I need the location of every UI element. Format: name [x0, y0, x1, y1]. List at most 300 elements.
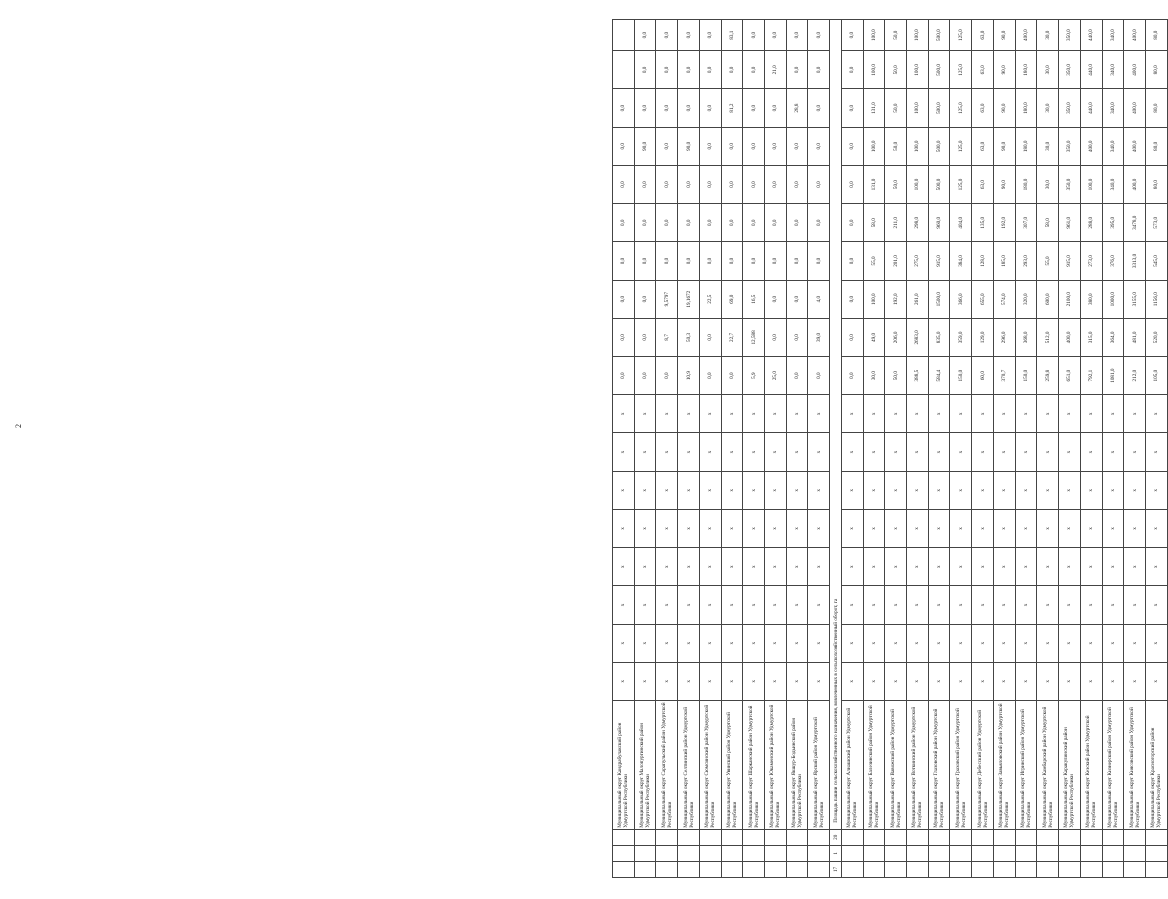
value-cell: 129,0	[972, 318, 994, 356]
value-cell: 350,0	[1059, 127, 1081, 165]
value-cell: 28,8	[786, 89, 808, 127]
not-applicable-cell: x	[1102, 433, 1124, 471]
not-applicable-cell: x	[993, 471, 1015, 509]
municipality-name-cell: Муниципальный округ Кандрабулакский район Удмуртской Республики	[613, 700, 635, 829]
municipality-name-cell: Муниципальный округ Увинский район Удмуртской Республики	[721, 700, 743, 829]
value-cell: 0,0	[841, 165, 863, 203]
not-applicable-cell: x	[765, 586, 787, 624]
value-cell: 69,0	[721, 280, 743, 318]
municipality-name-cell: Муниципальный округ Воткинский район Удмуртской Республики	[907, 700, 929, 829]
value-cell: 481,0	[1124, 318, 1146, 356]
value-cell: 400,0	[1124, 165, 1146, 203]
not-applicable-cell: x	[1145, 548, 1167, 586]
value-cell: 0,0	[634, 318, 656, 356]
not-applicable-cell: x	[993, 662, 1015, 700]
value-cell: 180,0	[1015, 51, 1037, 89]
row-number-cell	[1102, 861, 1124, 877]
value-cell	[613, 51, 635, 89]
not-applicable-cell: x	[1015, 624, 1037, 662]
not-applicable-cell: x	[786, 548, 808, 586]
value-cell: 25,0	[765, 357, 787, 395]
row-code-cell	[885, 845, 907, 861]
value-cell: 63,0	[972, 51, 994, 89]
value-cell: 0,0	[634, 357, 656, 395]
not-applicable-cell: x	[1145, 395, 1167, 433]
value-cell: 296,0	[993, 318, 1015, 356]
not-applicable-cell: x	[950, 624, 972, 662]
not-applicable-cell: x	[634, 509, 656, 547]
value-cell: 50,0	[885, 89, 907, 127]
not-applicable-cell: x	[950, 662, 972, 700]
not-applicable-cell: x	[1059, 471, 1081, 509]
value-cell: 350,0	[1059, 165, 1081, 203]
not-applicable-cell: x	[928, 471, 950, 509]
value-cell: 0,0	[765, 280, 787, 318]
not-applicable-cell: x	[841, 395, 863, 433]
not-applicable-cell: x	[656, 624, 678, 662]
not-applicable-cell: x	[699, 471, 721, 509]
row-code2-cell	[950, 829, 972, 845]
value-cell: 298,0	[907, 204, 929, 242]
not-applicable-cell: x	[678, 509, 700, 547]
value-cell: 180,0	[1015, 127, 1037, 165]
value-cell: 350,0	[1059, 51, 1081, 89]
not-applicable-cell: x	[1102, 586, 1124, 624]
value-cell: 10,9	[678, 357, 700, 395]
not-applicable-cell: x	[928, 433, 950, 471]
not-applicable-cell: x	[1145, 433, 1167, 471]
municipality-name-cell: Муниципальный округ Граховский район Удмуртской Республики	[950, 700, 972, 829]
table-row	[928, 20, 950, 878]
not-applicable-cell: x	[885, 662, 907, 700]
table-row	[765, 20, 787, 878]
value-cell: 100,0	[907, 127, 929, 165]
row-code-cell	[634, 845, 656, 861]
not-applicable-cell: x	[699, 433, 721, 471]
value-cell: 80,0	[1145, 127, 1167, 165]
value-cell: 0,0	[786, 20, 808, 51]
not-applicable-cell: x	[786, 509, 808, 547]
not-applicable-cell: x	[1059, 433, 1081, 471]
value-cell: 30,0	[1037, 127, 1059, 165]
row-number-cell	[721, 861, 743, 877]
value-cell: 3155,0	[1124, 280, 1146, 318]
not-applicable-cell: x	[1059, 624, 1081, 662]
section-title: Площадь пашни сельскохозяйственного назначения, вовлеченных в сельскохозяйственный оборот, га	[830, 20, 842, 830]
not-applicable-cell: x	[907, 586, 929, 624]
value-cell: 81,2	[721, 89, 743, 127]
value-cell: 125,0	[950, 20, 972, 51]
not-applicable-cell: x	[1124, 433, 1146, 471]
row-number-cell	[634, 861, 656, 877]
not-applicable-cell: x	[950, 471, 972, 509]
not-applicable-cell: x	[765, 471, 787, 509]
municipality-name-cell: Муниципальный округ Вавожский район Удмуртской Республики	[885, 700, 907, 829]
not-applicable-cell: x	[907, 395, 929, 433]
row-code2-cell	[907, 829, 929, 845]
municipality-name-cell: Муниципальный округ Кизнерский район Удмуртской Республики	[1102, 700, 1124, 829]
row-code2-cell	[1124, 829, 1146, 845]
value-cell: 90,0	[634, 127, 656, 165]
value-cell: 100,0	[863, 127, 885, 165]
row-code2-cell	[1080, 829, 1102, 845]
row-code-cell	[1037, 845, 1059, 861]
value-cell: 366,0	[950, 280, 972, 318]
value-cell: 30,0	[1037, 51, 1059, 89]
row-number-cell	[656, 861, 678, 877]
row-number-cell	[972, 861, 994, 877]
value-cell: 370,7	[993, 357, 1015, 395]
value-cell: 500,0	[928, 20, 950, 51]
not-applicable-cell: x	[613, 509, 635, 547]
value-cell: 192,0	[993, 204, 1015, 242]
not-applicable-cell: x	[786, 433, 808, 471]
value-cell: 0,0	[743, 242, 765, 280]
value-cell: 340,0	[1102, 165, 1124, 203]
value-cell: 915,0	[928, 242, 950, 280]
value-cell: 400,0	[1124, 20, 1146, 51]
value-cell: 50,0	[885, 165, 907, 203]
value-cell: 100,0	[907, 51, 929, 89]
value-cell: 206,0	[885, 318, 907, 356]
not-applicable-cell: x	[613, 433, 635, 471]
value-cell: 22,7	[721, 318, 743, 356]
not-applicable-cell: x	[1145, 662, 1167, 700]
municipality-name-cell: Муниципальный округ Игринский район Удмуртской Республики	[1015, 700, 1037, 829]
value-cell: 0,0	[656, 357, 678, 395]
row-number-cell	[1059, 861, 1081, 877]
value-cell: 340,0	[1102, 89, 1124, 127]
not-applicable-cell: x	[928, 586, 950, 624]
not-applicable-cell: x	[634, 624, 656, 662]
row-code2-cell	[1059, 829, 1081, 845]
not-applicable-cell: x	[841, 509, 863, 547]
municipality-name-cell: Муниципальный округ Селтинский район Удмуртской Республики	[678, 700, 700, 829]
value-cell: 0,0	[786, 242, 808, 280]
value-cell: 0,0	[656, 51, 678, 89]
not-applicable-cell: x	[699, 662, 721, 700]
not-applicable-cell: x	[808, 662, 830, 700]
value-cell: 212,0	[1124, 357, 1146, 395]
row-code2-cell	[993, 829, 1015, 845]
value-cell: 600,0	[1037, 280, 1059, 318]
not-applicable-cell: x	[972, 395, 994, 433]
value-cell: 0,0	[765, 318, 787, 356]
not-applicable-cell: x	[1059, 395, 1081, 433]
value-cell: 90,0	[993, 127, 1015, 165]
value-cell: 340,0	[1102, 51, 1124, 89]
municipality-name-cell: Муниципальный округ Малопургинский район Удмуртской Республики	[634, 700, 656, 829]
not-applicable-cell: x	[678, 433, 700, 471]
table-row	[885, 20, 907, 878]
not-applicable-cell: x	[743, 624, 765, 662]
value-cell: 320,0	[1015, 280, 1037, 318]
row-code-cell	[743, 845, 765, 861]
value-cell: 0,0	[634, 165, 656, 203]
not-applicable-cell: x	[907, 509, 929, 547]
row-code-cell	[678, 845, 700, 861]
row-code2-cell	[928, 829, 950, 845]
value-cell: 275,0	[907, 242, 929, 280]
value-cell: 0,0	[678, 242, 700, 280]
value-cell: 63,0	[972, 20, 994, 51]
not-applicable-cell: x	[1145, 509, 1167, 547]
value-cell: 0,0	[613, 165, 635, 203]
row-code2-cell	[699, 829, 721, 845]
not-applicable-cell: x	[972, 471, 994, 509]
value-cell: 0,0	[841, 318, 863, 356]
value-cell: 100,0	[863, 51, 885, 89]
not-applicable-cell: x	[678, 586, 700, 624]
not-applicable-cell: x	[907, 548, 929, 586]
table-row	[613, 20, 635, 878]
row-number-cell	[613, 861, 635, 877]
not-applicable-cell: x	[972, 548, 994, 586]
value-cell: 0,0	[808, 51, 830, 89]
value-cell: 105,0	[1145, 357, 1167, 395]
value-cell: 125,0	[950, 127, 972, 165]
table-row	[743, 20, 765, 878]
value-cell: 180,0	[1015, 165, 1037, 203]
table-row	[1059, 20, 1081, 878]
value-cell: 150,0	[1015, 357, 1037, 395]
row-code2-cell	[808, 829, 830, 845]
value-cell: 30,0	[1037, 89, 1059, 127]
value-cell: 0,0	[634, 280, 656, 318]
not-applicable-cell: x	[656, 433, 678, 471]
value-cell: 58,0	[1037, 204, 1059, 242]
value-cell: 0,0	[786, 204, 808, 242]
row-number-cell	[765, 861, 787, 877]
value-cell: 307,0	[1015, 204, 1037, 242]
not-applicable-cell: x	[1015, 586, 1037, 624]
table-row	[634, 20, 656, 878]
not-applicable-cell: x	[885, 471, 907, 509]
value-cell: 19,1672	[678, 280, 700, 318]
row-code-cell	[808, 845, 830, 861]
not-applicable-cell: x	[808, 624, 830, 662]
not-applicable-cell: x	[1037, 395, 1059, 433]
value-cell: 0,0	[841, 127, 863, 165]
section-code2-cell: 20	[830, 829, 842, 845]
municipality-name-cell: Муниципальный округ Каракулинский район Удмуртской Республики	[1059, 700, 1081, 829]
value-cell: 0,0	[656, 127, 678, 165]
value-cell: 80,0	[1145, 51, 1167, 89]
not-applicable-cell: x	[972, 586, 994, 624]
value-cell: 50,0	[885, 127, 907, 165]
not-applicable-cell: x	[678, 471, 700, 509]
value-cell: 395,0	[1102, 204, 1124, 242]
row-number-cell	[1037, 861, 1059, 877]
row-code-cell	[993, 845, 1015, 861]
value-cell: 0,0	[613, 318, 635, 356]
value-cell: 0,0	[786, 127, 808, 165]
value-cell: 0,0	[613, 204, 635, 242]
not-applicable-cell: x	[907, 662, 929, 700]
value-cell: 0,0	[841, 204, 863, 242]
row-code-cell	[699, 845, 721, 861]
value-cell: 376,0	[1102, 242, 1124, 280]
value-cell: 0,0	[765, 165, 787, 203]
value-cell: 0,0	[841, 89, 863, 127]
value-cell: 0,0	[765, 242, 787, 280]
row-code2-cell	[678, 829, 700, 845]
value-cell: 315,0	[1080, 318, 1102, 356]
table-row	[1124, 20, 1146, 878]
value-cell: 960,0	[928, 204, 950, 242]
not-applicable-cell: x	[928, 395, 950, 433]
not-applicable-cell: x	[678, 395, 700, 433]
not-applicable-cell: x	[1080, 548, 1102, 586]
value-cell: 0,0	[786, 318, 808, 356]
value-cell: 0,0	[721, 51, 743, 89]
not-applicable-cell: x	[634, 395, 656, 433]
not-applicable-cell: x	[699, 509, 721, 547]
value-cell: 500,0	[928, 89, 950, 127]
not-applicable-cell: x	[1015, 662, 1037, 700]
value-cell: 0,0	[808, 20, 830, 51]
table-row	[907, 20, 929, 878]
table-row	[950, 20, 972, 878]
not-applicable-cell: x	[1102, 624, 1124, 662]
value-cell: 655,0	[972, 280, 994, 318]
not-applicable-cell: x	[613, 395, 635, 433]
not-applicable-cell: x	[786, 395, 808, 433]
not-applicable-cell: x	[972, 624, 994, 662]
row-code2-cell	[1145, 829, 1167, 845]
value-cell: 961,0	[1059, 204, 1081, 242]
not-applicable-cell: x	[1015, 471, 1037, 509]
not-applicable-cell: x	[808, 433, 830, 471]
value-cell: 0,0	[656, 165, 678, 203]
not-applicable-cell: x	[786, 662, 808, 700]
not-applicable-cell: x	[634, 471, 656, 509]
not-applicable-cell: x	[765, 433, 787, 471]
value-cell: 100,0	[863, 20, 885, 51]
not-applicable-cell: x	[928, 548, 950, 586]
value-cell: 500,0	[928, 165, 950, 203]
value-cell: 21,0	[765, 51, 787, 89]
value-cell: 1000,0	[1102, 280, 1124, 318]
value-cell: 440,0	[1080, 20, 1102, 51]
value-cell: 0,0	[743, 204, 765, 242]
not-applicable-cell: x	[613, 662, 635, 700]
not-applicable-cell: x	[721, 662, 743, 700]
not-applicable-cell: x	[1080, 433, 1102, 471]
row-number-cell	[1124, 861, 1146, 877]
value-cell: 49,0	[863, 318, 885, 356]
value-cell: 50,0	[885, 51, 907, 89]
table-row	[1102, 20, 1124, 878]
row-number-cell	[678, 861, 700, 877]
value-cell: 520,0	[1145, 318, 1167, 356]
not-applicable-cell: x	[1102, 509, 1124, 547]
not-applicable-cell: x	[786, 471, 808, 509]
value-cell: 1500,0	[928, 280, 950, 318]
not-applicable-cell: x	[1059, 662, 1081, 700]
value-cell: 400,0	[1080, 127, 1102, 165]
row-number-cell	[950, 861, 972, 877]
not-applicable-cell: x	[885, 509, 907, 547]
value-cell: 0,0	[841, 51, 863, 89]
value-cell: 0,0	[613, 280, 635, 318]
value-cell: 50,0	[885, 20, 907, 51]
value-cell: 0,0	[656, 242, 678, 280]
not-applicable-cell: x	[808, 395, 830, 433]
value-cell: 125,0	[950, 89, 972, 127]
value-cell: 80,0	[1145, 165, 1167, 203]
value-cell: 100,0	[863, 280, 885, 318]
row-code-cell	[721, 845, 743, 861]
row-code2-cell	[656, 829, 678, 845]
value-cell: 340,0	[1102, 20, 1124, 51]
not-applicable-cell: x	[613, 471, 635, 509]
section-header-row	[830, 20, 842, 878]
not-applicable-cell: x	[699, 586, 721, 624]
not-applicable-cell: x	[1037, 662, 1059, 700]
indicator-table	[612, 19, 1168, 878]
value-cell: 0,0	[634, 204, 656, 242]
not-applicable-cell: x	[699, 624, 721, 662]
value-cell: 3313,0	[1124, 242, 1146, 280]
not-applicable-cell: x	[1059, 586, 1081, 624]
not-applicable-cell: x	[1102, 548, 1124, 586]
row-code-cell	[928, 845, 950, 861]
not-applicable-cell: x	[1145, 471, 1167, 509]
value-cell: 0,0	[699, 165, 721, 203]
value-cell: 0,0	[786, 51, 808, 89]
not-applicable-cell: x	[885, 395, 907, 433]
not-applicable-cell: x	[765, 624, 787, 662]
value-cell: 0,0	[656, 89, 678, 127]
row-code2-cell	[721, 829, 743, 845]
value-cell: 512,0	[1037, 318, 1059, 356]
value-cell: 16,5	[743, 280, 765, 318]
value-cell: 0,0	[841, 280, 863, 318]
not-applicable-cell: x	[1124, 395, 1146, 433]
value-cell: 792,1	[1080, 357, 1102, 395]
row-number-cell	[786, 861, 808, 877]
value-cell: 55,0	[863, 242, 885, 280]
not-applicable-cell: x	[743, 471, 765, 509]
value-cell: 63,0	[972, 127, 994, 165]
not-applicable-cell: x	[928, 624, 950, 662]
value-cell: 0,0	[634, 20, 656, 51]
value-cell: 0,0	[634, 51, 656, 89]
not-applicable-cell: x	[885, 586, 907, 624]
not-applicable-cell: x	[808, 586, 830, 624]
value-cell: 400,0	[1124, 89, 1146, 127]
value-cell: 0,0	[808, 127, 830, 165]
row-code-cell	[907, 845, 929, 861]
value-cell: 0,0	[678, 165, 700, 203]
value-cell: 0,0	[678, 204, 700, 242]
not-applicable-cell: x	[743, 395, 765, 433]
not-applicable-cell: x	[1059, 548, 1081, 586]
value-cell: 835,0	[928, 318, 950, 356]
table-row	[699, 20, 721, 878]
not-applicable-cell: x	[699, 548, 721, 586]
municipality-name-cell: Муниципальный округ Завьяловский район Удмуртской Республики	[993, 700, 1015, 829]
value-cell: 404,0	[950, 204, 972, 242]
value-cell: 261,0	[907, 280, 929, 318]
value-cell: 0,0	[613, 127, 635, 165]
not-applicable-cell: x	[678, 662, 700, 700]
row-code-cell	[1080, 845, 1102, 861]
table-row	[1080, 20, 1102, 878]
municipality-name-cell: Муниципальный округ Дебесский район Удмуртской Республики	[972, 700, 994, 829]
not-applicable-cell: x	[1037, 548, 1059, 586]
